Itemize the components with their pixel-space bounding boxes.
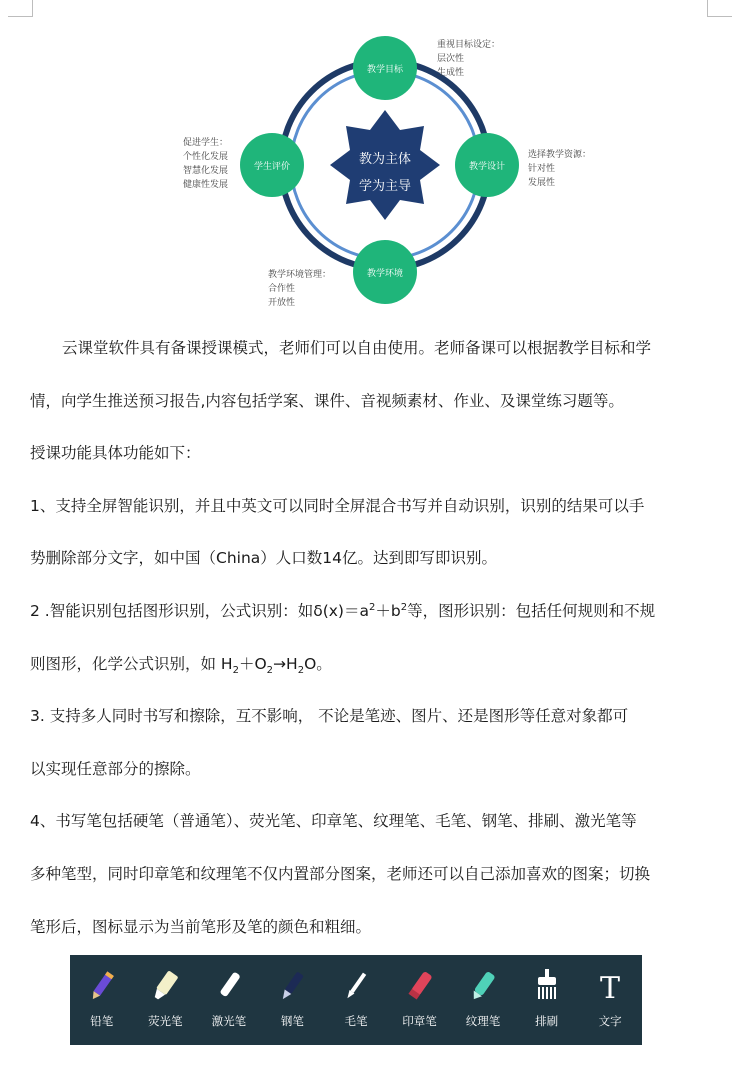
flat-brush-icon [529, 967, 565, 1005]
paragraph-6-line-1: 4、书写笔包括硬笔（普通笔）、荧光笔、印章笔、纹理笔、毛笔、钢笔、排刷、激光笔等 [30, 812, 637, 831]
tool-fountain-pen[interactable]: 钢笔 [264, 967, 320, 1029]
note-top-right: 重视目标设定： 层次性 生成性 [437, 40, 501, 78]
node-bottom-label: 教学环境 [366, 269, 404, 279]
laser-pen-icon [211, 967, 247, 1005]
fountain-pen-icon [274, 967, 310, 1005]
svg-text:T: T [600, 971, 621, 1005]
paragraph-4-line-2: 则图形，化学公式识别，如 $H_2+O_2\to H_2O$。 [30, 654, 332, 676]
tool-texture-pen[interactable]: 纹理笔 [455, 967, 511, 1029]
stamp-pen-icon [402, 967, 438, 1005]
tool-stamp-pen[interactable]: 印章笔 [392, 967, 448, 1029]
highlighter-icon [147, 967, 183, 1005]
paragraph-5-line-1: 3. 支持多人同时书写和擦除，互不影响， 不论是笔迹、图片、还是图形等任意对象都可 [30, 707, 629, 726]
node-right-label: 教学设计 [468, 162, 506, 172]
paragraph-6-line-3: 笔形后，图标显示为当前笔形及笔的颜色和粗细。 [30, 917, 372, 936]
center-line-2: 学为主导 [358, 179, 412, 194]
node-top-label: 教学目标 [366, 65, 404, 75]
paragraph-5-line-2: 以实现任意部分的擦除。 [30, 759, 201, 778]
note-left: 促进学生： 个性化发展 智慧化发展 健康性发展 [183, 138, 229, 190]
paragraph-2: 授课功能具体功能如下： [30, 444, 201, 463]
texture-pen-icon [465, 967, 501, 1005]
paragraph-6-line-2: 多种笔型，同时印章笔和纹理笔不仅内置部分图案，老师还可以自己添加喜欢的图案；切换 [30, 864, 651, 883]
pen-toolbar [70, 955, 642, 1045]
tool-pencil[interactable]: 铅笔 [74, 967, 130, 1029]
teaching-cycle-diagram [0, 0, 740, 320]
paragraph-1-line-1: 云课堂软件具有备课授课模式，老师们可以自由使用。老师备课可以根据教学目标和学 [62, 339, 652, 357]
text-icon [592, 967, 628, 1005]
node-left-label: 学生评价 [253, 162, 291, 172]
tool-text[interactable]: T 文字 [582, 967, 638, 1029]
tool-flat-brush[interactable]: 排刷 [519, 967, 575, 1029]
tool-brush-pen[interactable]: 毛笔 [328, 967, 384, 1029]
note-bottom-left: 教学环境管理： 合作性 开放性 [268, 270, 332, 308]
paragraph-4-line-1: 2 .智能识别包括图形识别，公式识别：如$\delta(x)=a^2+b^2$等，图形识别：包括任何规则和不规 [30, 601, 656, 620]
paragraph-1-line-2: 情，向学生推送预习报告,内容包括学案、课件、音视频素材、作业、及课堂练习题等。 [30, 391, 624, 410]
tool-laser-pen[interactable]: 激光笔 [201, 967, 257, 1029]
paragraph-3-line-2: 势删除部分文字，如中国（China）人口数14亿。达到即写即识别。 [30, 549, 498, 568]
document-body [30, 322, 720, 953]
paragraph-3-line-1: 1、支持全屏智能识别，并且中英文可以同时全屏混合书写并自动识别，识别的结果可以手 [30, 496, 645, 515]
brush-pen-icon [338, 967, 374, 1005]
tool-highlighter[interactable]: 荧光笔 [137, 967, 193, 1029]
pencil-icon [84, 967, 120, 1005]
center-line-1: 教为主体 [358, 152, 412, 167]
note-right: 选择教学资源： 针对性 发展性 [528, 150, 592, 188]
